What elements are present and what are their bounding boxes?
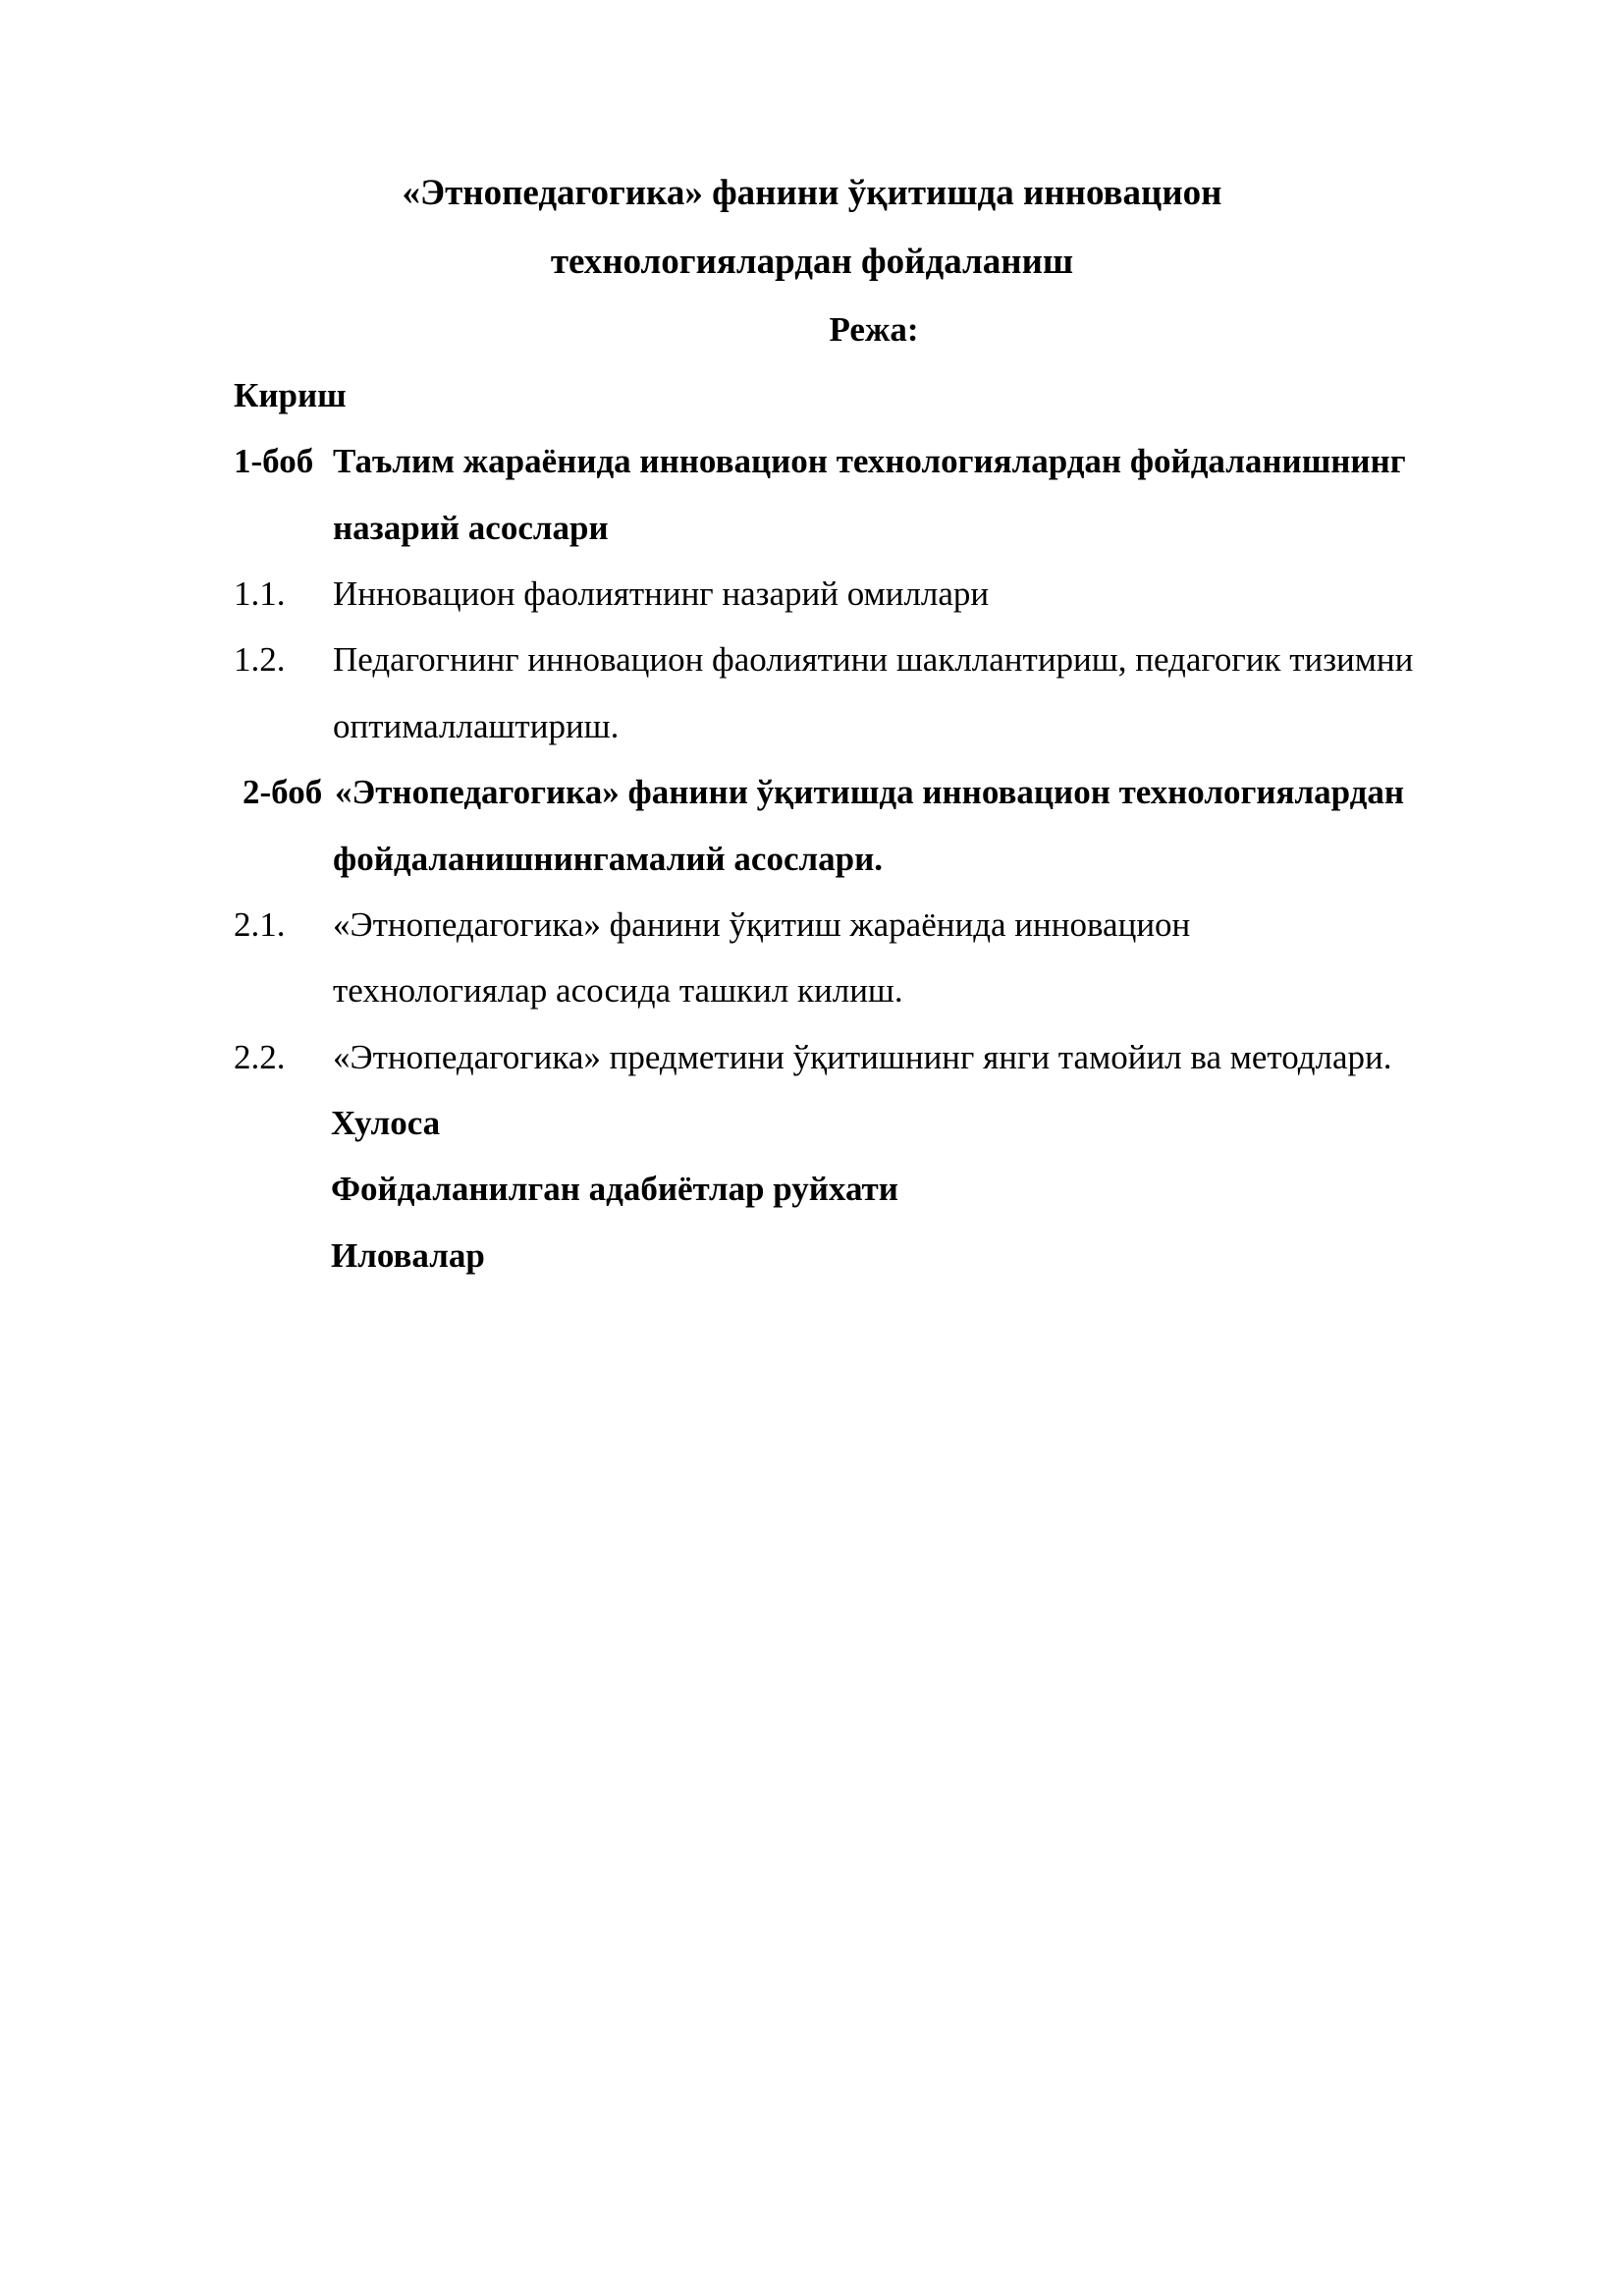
section-1-1-text-line-1: Инновацион фаолиятнинг назарий омиллари (333, 574, 990, 613)
section-1-1-number: 1.1. (234, 574, 286, 613)
plan-item-references: Фойдаланилган адабиётлар руйхати (331, 1170, 898, 1208)
section-1-2-text-line-1: Педагогнинг инновацион фаолиятини шакллантириш, педагогик тизимни (333, 640, 1414, 679)
section-2-2-number: 2.2. (234, 1038, 286, 1076)
section-2-1-text-line-2: технологиялар асосида ташкил килиш. (333, 971, 903, 1010)
chapter-2-label: 2-боб (243, 773, 323, 811)
chapter-2-title-line-2: фойдаланишнингамалий асослари. (333, 840, 884, 878)
section-2-1-number: 2.1. (234, 905, 286, 944)
plan-item-conclusion: Хулоса (331, 1104, 441, 1142)
document-title-line-2: технологиялардан фойдаланиш (550, 242, 1074, 282)
section-2-1-text-line-1: «Этнопедагогика» фанини ўқитиш жараёнида инновацион (333, 905, 1191, 944)
chapter-2-title-line-1: «Этнопедагогика» фанини ўқитишда инновацион технологиялардан (335, 773, 1404, 811)
plan-item-intro: Кириш (234, 376, 347, 414)
section-1-2-number: 1.2. (234, 640, 286, 679)
chapter-1-title-line-1: Таълим жараёнида инновацион технологиялардан фойдаланишнинг (333, 442, 1406, 480)
chapter-1-title-line-2: назарий асослари (333, 509, 609, 547)
section-1-2-text-line-2: оптималлаштириш. (333, 707, 620, 745)
section-2-2-text-line-1: «Этнопедагогика» предметини ўқитишнинг янги тамойил ва методлари. (333, 1038, 1392, 1076)
plan-item-appendices: Иловалар (331, 1236, 485, 1275)
plan-heading: Режа: (829, 310, 919, 349)
chapter-1-label: 1-боб (234, 442, 314, 480)
document-title-line-1: «Этнопедагогика» фанини ўқитишда инновацион (402, 173, 1222, 213)
